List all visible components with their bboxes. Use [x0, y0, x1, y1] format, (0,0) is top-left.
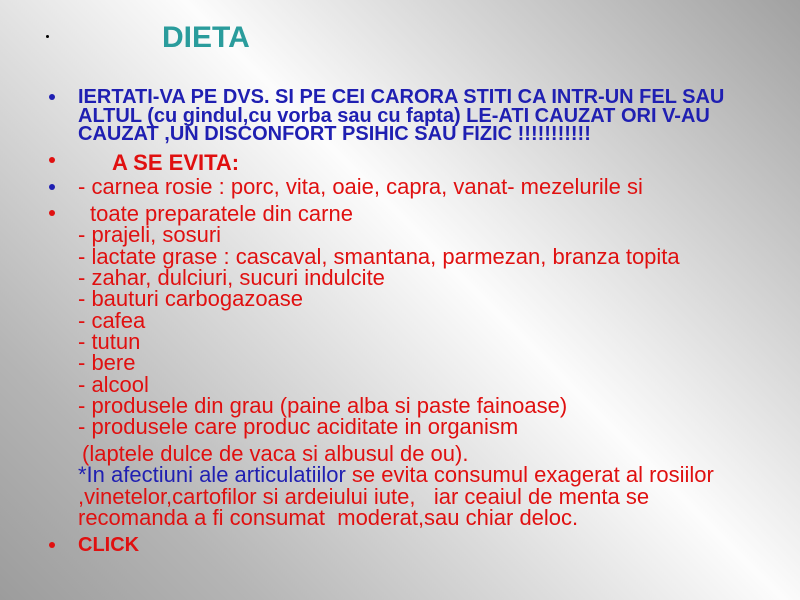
avoid-heading: A SE EVITA: [112, 150, 240, 175]
joints-note-line: ,vinetelor,cartofilor si ardeiului iute, iar ceaiul de menta se [78, 483, 650, 509]
title-bullet-dot [46, 35, 49, 38]
joints-text: se evita consumul exagerat al rosiilor [345, 462, 714, 488]
joints-note-line: recomanda a fi consumat moderat,sau chiar deloc. [78, 504, 579, 530]
intro-line: ALTUL (cu gindul,cu vorba sau cu fapta) LE-ATI CAUZAT ORI V-AU [78, 104, 710, 127]
slide-title: DIETA [162, 21, 250, 54]
avoid-list-item: toate preparatele din carne [90, 201, 353, 226]
avoid-list-item: - alcool [78, 371, 149, 397]
joints-note-line: (laptele dulce de vaca si albusul de ou). [82, 441, 469, 466]
avoid-list-item: - bere [78, 350, 136, 376]
avoid-list-item: - produsele care produc aciditate in organism [78, 414, 519, 440]
joints-label: *In afectiuni ale articulatiilor [78, 462, 346, 488]
click-link[interactable]: CLICK [78, 534, 140, 556]
intro-line: IERTATI-VA PE DVS. SI PE CEI CARORA STITI CA INTR-UN FEL SAU [78, 86, 725, 108]
intro-line: CAUZAT ,UN DISCONFORT PSIHIC SAU FIZIC !!!!!!!!!!! [78, 123, 591, 145]
click-bullet [49, 542, 55, 548]
avoid-list-item: - zahar, dulciuri, sucuri indulcite [78, 264, 385, 290]
avoid-list-item: - bauturi carbogazoase [78, 286, 304, 312]
intro-text [78, 88, 724, 144]
joints-note [78, 443, 714, 528]
avoid-list-item: - lactate grase : cascaval, smantana, parmezan, branza topita [78, 243, 680, 269]
avoid-list-item: - tutun [78, 328, 141, 354]
avoid-heading-bullet [49, 157, 55, 163]
avoid-list [78, 203, 680, 438]
red-meat-item: - carnea rosie : porc, vita, oaie, capra, vanat- mezelurile si [78, 174, 643, 199]
avoid-list-item: - prajeli, sosuri [78, 222, 222, 248]
red-meat-bullet [49, 184, 55, 190]
avoid-list-bullet [49, 210, 55, 216]
avoid-list-item: - produsele din grau (paine alba si paste fainoase) [78, 392, 568, 418]
intro-bullet [49, 94, 55, 100]
joints-note-line [78, 462, 714, 488]
avoid-list-item: - cafea [78, 307, 146, 333]
